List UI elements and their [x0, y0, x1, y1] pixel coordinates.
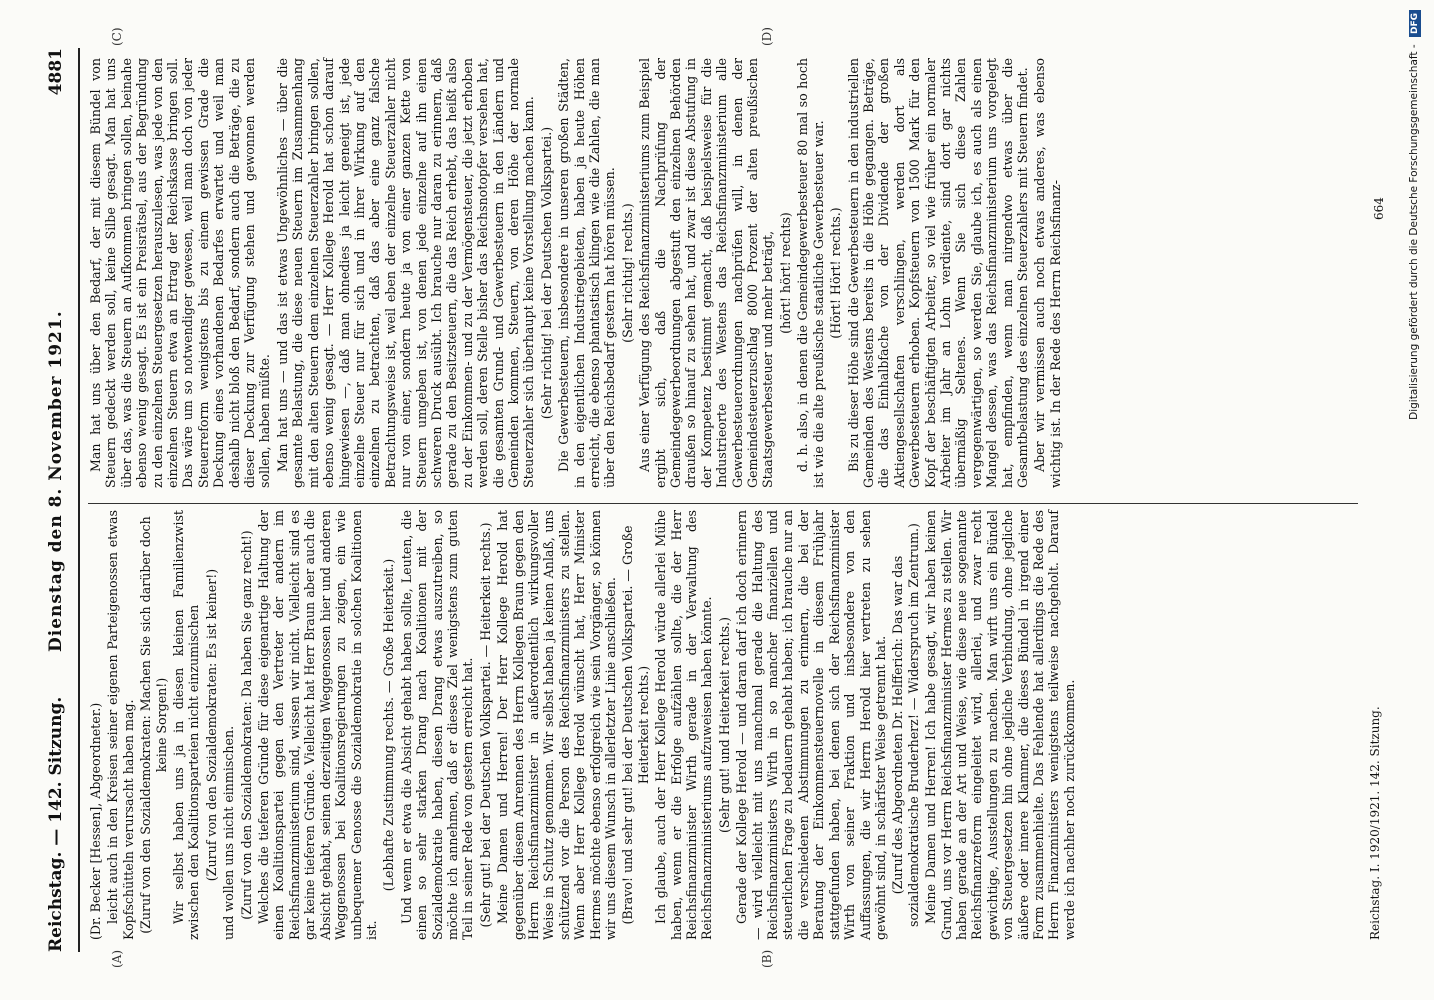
interjection: (Lebhafte Zustimmung rechts. — Große Heiterkeit.): [381, 558, 397, 892]
page-footer: Reichstag. I. 1920/1921. 142. Sitzung.: [1368, 706, 1382, 940]
interjection: (Sehr richtig! rechts.): [619, 203, 635, 343]
header-left: Reichstag. — 142. Sitzung.: [46, 696, 66, 952]
header-page-number: 4881: [46, 48, 66, 96]
header-date: Dienstag den 8. November 1921.: [46, 310, 66, 652]
paragraph: Die Gewerbesteuern, insbesondere in unseren großen Städten, in den eigentlichen Industriegebieten, haben ja heute Höhen erreicht, die ebenso phantastisch klingen wie die Zahlen, die man über den Reichsbedarf gestern hat hören müssen.: [556, 58, 618, 488]
margin-mark-d: (D): [760, 27, 774, 46]
paragraph: Welches die tieferen Gründe für diese eigenartige Haltung der einen Koalitionspartei gegen den Vertreter der andern im Reichsfinanzministerium sind, wissen wir nicht. Vielleicht sind es gar keine tieferen Gründe. Vielleicht hat Herr Braun aber auch die Absicht gehabt, seinen derzeitigen Weggenossen hier und anderen Weggenossen bei Koalitionsregierungen zu zeigen, ein wie unbequemer Genosse die Sozialdemokratie in solchen Koalitionen ist.: [256, 510, 379, 940]
paragraph: Meine Damen und Herren! Der Herr Kollege Herold hat gegenüber diesem Anrennen des Herrn Kollegen Braun gegen den Herrn Reichsfinanzminister in außerordentlich wirkungsvoller Weise in Schutz genommen. Wir selbst haben ja keinen Anlaß, uns schützend vor die Person des Reichsfinanzministers zu stellen. Wenn aber Herr Kollege Herold wünscht hat, Herr Minister Hermes möchte ebenso erfolgreich wie sein Vorgänger, so können wir uns diesem Wunsch in allerletzter Linie anschließen.: [495, 510, 618, 940]
interjection: (Sehr gut! und Heiterkeit rechts.): [716, 617, 732, 833]
interjection: (Zuruf des Abgeordneten Dr. Helfferich: Das war das sozialdemokratische Bruderherz! — Widerspruch im Zentrum.): [890, 523, 921, 927]
interjection: (hört! hört! rechts): [777, 212, 793, 334]
left-column: [88, 510, 1079, 940]
paragraph: Und wenn er etwa die Absicht gehabt haben sollte, Leuten, die einen so sehr starken Drang nach Koalitionen mit der Sozialdemokratie haben, diesen Drang etwas auszutreiben, so möchte ich annehmen, daß er dieses Ziel wenigstens zum guten Teil in seiner Rede von gestern erreicht hat.: [398, 510, 476, 940]
signature-number: 664: [1372, 197, 1386, 220]
paragraph: Aber wir vermissen auch noch etwas anderes, was ebenso wichtig ist. In der Rede des Herrn Reichsfinanz-: [1032, 58, 1063, 488]
interjection: (Sehr richtig! bei der Deutschen Volkspartei.): [538, 126, 554, 420]
interjection: (Sehr gut! bei der Deutschen Volkspartei. — Heiterkeit rechts.): [477, 522, 493, 928]
interjection: (Hört! Hört! rechts.): [828, 207, 844, 339]
interjection: (Zuruf von den Sozialdemokraten: Da haben Sie ganz recht!): [238, 530, 254, 920]
interjection: (Zuruf von den Sozialdemokraten: Machen Sie sich darüber doch keine Sorgen!): [138, 516, 169, 934]
margin-mark-b: (B): [760, 949, 774, 968]
interjection: (Zuruf von den Sozialdemokraten: Es ist keiner!): [203, 568, 219, 882]
paragraph: d. h. also, in denen die Gemeindegewerbesteuer 80 mal so hoch ist wie die alte preußische staatliche Gewerbesteuer war.: [795, 58, 826, 488]
interjection: (Bravo! und sehr gut! bei der Deutschen Volkspartei. — Große Heiterkeit rechts.): [620, 525, 651, 925]
column-rule: [88, 503, 1358, 504]
paragraph: Aus einer Verfügung des Reichsfinanzministeriums zum Beispiel ergibt sich, daß die Nachprüfung der Gemeindegewerbeordnungen abgestuft den einzelnen Behörden draußen so hinauf zu sehen hat, und zwar ist diese Abstufung in der Kompetenz bestimmt gemacht, daß beispielsweise für die Industrieorte des Westens das Reichsfinanzministerium alle Gewerbesteuerordnungen nachprüfen will, in denen der Gemeindesteuerzuschlag 8000 Prozent der alten preußischen Staatsgewerbesteuer und mehr beträgt,: [637, 58, 776, 488]
paragraph: und wollen uns nicht einmischen.: [221, 725, 237, 940]
paragraph: Bis zu dieser Höhe sind die Gewerbesteuern in den industriellen Gemeinden des Westens bereits in die Höhe gegangen. Beträge, die das Einhalbfache von der Dividende der großen Aktiengesellschaften verschlingen, werden dort als Gewerbesteuern erhoben. Kopfsteuern von 1500 Mark für den Kopf der beschäftigten Arbeiter, so viel wie früher ein normaler Arbeiter im Jahr an Lohn verdiente, sind dort gar nichts übermäßig Seltenes. Wenn Sie sich diese Zahlen vergegenwärtigen, so werden Sie, glaube ich, es auch als einen Mangel dessen, was das Reichsfinanzministerium uns vorgelegt hat, empfinden, wenn man nirgendwo etwas über die Gesamtbelastung des einzelnen Steuerzahlers mit Steuern findet.: [845, 58, 1030, 488]
dfg-logo: DFG: [1409, 10, 1421, 37]
margin-mark-a: (A): [110, 949, 124, 968]
paragraph: Man hat uns — und das ist etwas Ungewöhnliches — über die gesamte Belastung, die diese neuen Steuern im Zusammenhang mit den alten Steuern dem einzelnen Steuerzahler bringen sollen, ebenso wenig gesagt. — Herr Kollege Herold hat schon darauf hingewiesen —, daß man ohnedies ja leicht geneigt ist, jede einzelne Steuer nur für sich und in ihrer Wirkung auf den einzelnen zu betrachten, daß das aber eine ganz falsche Betrachtungsweise ist, weil eben der einzelne Steuerzahler nicht nur von einer, sondern heute ja von einer ganzen Kette von Steuern umgeben ist, von denen jede einzelne auf ihn einen schweren Druck ausübt. Ich brauche nur daran zu erinnern, daß gerade zu den Besitzsteuern, die das Reich erhebt, das heißt also zu der Einkommen- und zu der Vermögensteuer, die jetzt erhoben werden soll, deren Stelle bisher das Reichsnotopfer versehen hat, die gesamten Grund- und Gewerbesteuern in den Ländern und Gemeinden kommen, Steuern, von deren Höhe der normale Steuerzahler sich überhaupt keine Vorstellung machen kann.: [274, 58, 537, 488]
paragraph: Man hat uns über den Bedarf, der mit diesem Bündel von Steuern gedeckt werden soll, keine Silbe gesagt. Man hat uns über das, was die Steuern an Aufkommen bringen sollen, beinahe ebenso wenig gesagt. Es ist ein Preisrätsel, aus der Begründung zu den einzelnen Steuergesetzen herauszulesen, was jede von den einzelnen Steuern etwa an Ertrag der Reichskasse bringen soll. Das wäre um so notwendiger gewesen, weil man doch von jeder Steuerreform wenigstens bis zu einem gewissen Grade die Deckung eines vorhandenen Bedarfes erwartet und weil man deshalb nicht bloß den Bedarf, sondern auch die Beträge, die zu dieser Deckung zur Verfügung stehen und gewonnen werden sollen, haben müßte.: [88, 58, 273, 488]
right-column: [88, 58, 1065, 488]
digitization-note: [1408, 10, 1432, 990]
paragraph: Gerade der Kollege Herold — und daran darf ich doch erinnern — wird vielleicht mit uns manchmal gerade die Haltung des Reichsfinanzministers Wirth in so mancher finanziellen und steuerlichen Frage zu bedauern gehabt haben; ich brauche nur an die verschiedenen Abstimmungen zu erinnern, die bei der Beratung der Einkommensteuernovelle in diesem Frühjahr stattgefunden haben, bei denen sich der Reichsfinanzminister Wirth von seiner Fraktion und insbesondere von den Auffassungen, die wir Herrn Herold hier vertreten zu sehen gewöhnt sind, in schärfster Weise getrennt hat.: [734, 510, 888, 940]
digitization-note-text: Digitalisierung gefördert durch die Deutsche Forschungsgemeinschaft -: [1408, 44, 1420, 420]
paragraph: Wir selbst haben uns ja in diesen kleinen Familienzwist zwischen den Koalitionsparteien nicht einzumischen: [171, 510, 202, 940]
paragraph: (Dr. Becker [Hessen], Abgeordneter.): [88, 702, 103, 940]
header-rule: [78, 48, 80, 952]
paragraph: leicht auch in den Kreisen seiner eigenen Parteigenossen etwas Kopfschütteln verursacht haben mag.: [105, 510, 136, 940]
page-header: [40, 48, 74, 952]
paragraph: Meine Damen und Herren! Ich habe gesagt, wir haben keinen Grund, uns vor Herrn Reichsfinanzminister Hermes zu stellen. Wir haben gerade an der Art und Weise, wie diese neue sogenannte Reichsfinanzreform eingeleitet wird, allerlei, und zwar recht gewichtige, Ausstellungen zu machen. Man wirft uns ein Bündel von Steuergesetzen hin ohne jegliche Verbindung, ohne jegliche äußere oder innere Klammer, die dieses Bündel in irgend einer Form zusammenhielte. Das Fehlende hat allerdings die Rede des Herrn Finanzministers wenigstens teilweise nachgeholt. Darauf werde ich nachher noch zurückkommen.: [923, 510, 1077, 940]
margin-mark-c: (C): [110, 27, 124, 46]
paragraph: Ich glaube, auch der Herr Kollege Herold würde allerlei Mühe haben, wenn er die Erfolge aufzählen sollte, die der Herr Reichsfinanzminister Wirth gerade in der Verwaltung des Reichsfinanzministeriums aufzuweisen haben könnte.: [653, 510, 715, 940]
